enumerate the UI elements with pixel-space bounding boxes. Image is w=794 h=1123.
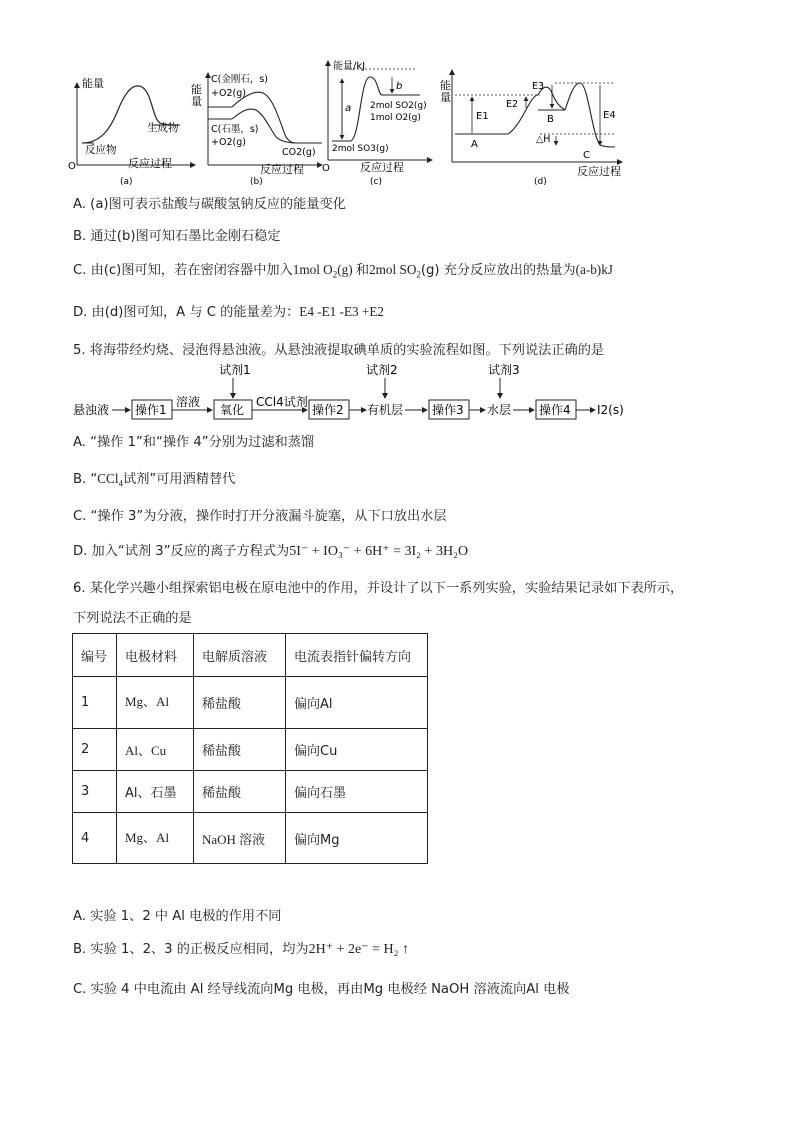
q5-flow-diagram	[70, 362, 660, 420]
fig-d-caption: (d)	[534, 177, 547, 187]
table-cell: 3	[73, 771, 117, 813]
flow-oxidize: 氧化	[220, 403, 245, 417]
fig-c-xlabel: 反应过程	[360, 161, 404, 174]
q6-stem-line1: 6. 某化学兴趣小组探索铝电极在原电池中的作用，并设计了以下一系列实验，实验结果记录如下表所示，	[73, 581, 684, 596]
fig-d-E1: E1	[476, 111, 489, 122]
fig-a-product: 生成物	[147, 122, 179, 134]
q6-option-a: A. 实验 1、2 中 Al 电极的作用不同	[73, 909, 282, 924]
q4-d-pre: D. 由(d)图可知，A 与 C 的能量差为：	[73, 305, 300, 320]
fig-d-B: B	[547, 114, 554, 125]
fig-d-A: A	[471, 139, 478, 150]
table-cell: Mg、Al	[117, 813, 194, 864]
fig-d-E2: E2	[506, 99, 519, 110]
flow-product: I2(s)	[597, 403, 624, 417]
table-cell: 偏向Mg	[286, 813, 428, 864]
table-cell: Al、石墨	[117, 771, 194, 813]
fig-d-E4: E4	[603, 110, 616, 121]
flow-ccl4: CCl4试剂	[256, 395, 308, 409]
q5-d-equation: 5I⁻ + IO₃⁻ + 6H⁺ = 3I₂ + 3H₂O	[289, 544, 469, 559]
fig-d-ylabel1: 能	[440, 79, 451, 92]
q4-d-formula: E4 -E1 -E3 +E2	[299, 304, 384, 319]
flow-op3: 操作3	[432, 403, 464, 417]
table-cell: NaOH 溶液	[194, 813, 286, 864]
fig-b-ylabel2: 量	[191, 95, 202, 108]
flow-op4: 操作4	[539, 403, 571, 417]
fig-a-ylabel: 能量	[82, 77, 104, 90]
flow-water: 水层	[487, 403, 512, 417]
fig-c-a-label: a	[345, 103, 352, 114]
fig-c-upper1: 2mol SO2(g)	[370, 101, 427, 111]
table-cell: 1	[73, 677, 117, 729]
fig-c-caption: (c)	[370, 177, 382, 187]
table-cell: Mg、Al	[117, 677, 194, 729]
table-cell: 稀盐酸	[194, 677, 286, 729]
q5-b-pre: B. “	[73, 472, 98, 487]
table-cell: 偏向石墨	[286, 771, 428, 813]
fig-c-b-label: b	[396, 81, 403, 92]
table-cell: 稀盐酸	[194, 771, 286, 813]
q4-option-d	[73, 301, 384, 320]
table-cell: Al、Cu	[117, 729, 194, 771]
q5-stem: 5. 将海带经灼烧、浸泡得悬浊液。从悬浊液提取碘单质的实验流程如图。下列说法正确的是	[73, 343, 605, 358]
q5-option-d	[73, 540, 468, 560]
q6-option-c: C. 实验 4 中电流由 Al 经导线流向Mg 电极，再由Mg 电极经 NaOH 溶液流向Al 电极	[73, 982, 570, 997]
fig-c-upper2: 1mol O2(g)	[370, 113, 421, 123]
table-row	[73, 813, 428, 864]
flow-reagent3: 试剂3	[488, 363, 520, 377]
figure-b	[191, 73, 322, 187]
q5-option-c: C. “操作 3”为分液，操作时打开分液漏斗旋塞，从下口放出水层	[73, 509, 447, 524]
q4-c-pre: C. 由(c)图可知，若在密闭容器中加入	[73, 263, 293, 278]
fig-b-diamond-line1: C(金刚石，s)	[211, 74, 268, 85]
fig-b-xlabel: 反应过程	[260, 163, 304, 176]
fig-d-C: C	[583, 150, 590, 161]
q4-c-and: (g) 和	[337, 262, 370, 277]
q4-option-a: A. (a)图可表示盐酸与碳酸氢钠反应的能量变化	[73, 197, 346, 212]
fig-c-lower: 2mol SO3(g)	[332, 144, 389, 154]
header-cell: 电流表指针偏转方向	[286, 634, 428, 677]
table-row	[73, 771, 428, 813]
q6-b-pre: B. 实验 1、2、3 的正极反应相同，均为	[73, 942, 309, 957]
table-cell: 2	[73, 729, 117, 771]
fig-b-caption: (b)	[250, 177, 263, 187]
table-cell: 稀盐酸	[194, 729, 286, 771]
table-header-row	[73, 634, 428, 677]
fig-d-xlabel: 反应过程	[577, 165, 621, 178]
q4-c-o2: 1mol O	[292, 262, 333, 277]
q5-b-ccl4: CCl	[97, 471, 119, 486]
q4-option-c: C. 由(c)图可知，若在密闭容器中加入1mol $O_2(g)$ 和2mol $SO_2(g)$ 充分反应放出的热量为(a-b)kJ	[73, 262, 613, 280]
flow-start: 悬浊液	[73, 403, 110, 417]
q6-b-equation: 2H⁺ + 2e⁻ = H₂ ↑	[308, 942, 409, 957]
flow-reagent1: 试剂1	[219, 363, 251, 377]
table-cell: 4	[73, 813, 117, 864]
q5-d-pre: D. 加入“试剂 3”反应的离子方程式为	[73, 544, 290, 559]
flow-op2: 操作2	[312, 403, 344, 417]
flow-op1: 操作1	[135, 403, 167, 417]
flow-reagent2: 试剂2	[366, 363, 398, 377]
fig-c-origin: O	[322, 163, 330, 174]
fig-b-ylabel1: 能	[191, 83, 202, 96]
table-row	[73, 677, 428, 729]
figure-d	[440, 70, 622, 187]
q6-experiment-table	[72, 633, 428, 864]
q4-c-mid: (g) 充分反应放出的热量为	[420, 263, 576, 278]
header-cell: 电解质溶液	[194, 634, 286, 677]
table-cell: 偏向Al	[286, 677, 428, 729]
q6-option-b	[73, 938, 409, 958]
fig-b-diamond-line2: +O2(g)	[211, 88, 246, 99]
fig-a-xlabel: 反应过程	[128, 157, 172, 170]
fig-a-reactant: 反应物	[85, 144, 117, 156]
figure-a	[68, 76, 195, 187]
table-row	[73, 729, 428, 771]
header-cell: 电极材料	[117, 634, 194, 677]
flow-solution: 溶液	[176, 395, 201, 409]
table-cell: 偏向Cu	[286, 729, 428, 771]
q5-b-post: 试剂”可用酒精替代	[123, 472, 236, 487]
q6-stem-line2: 下列说法不正确的是	[73, 611, 192, 626]
q5-option-b: B. “CCl$_4$试剂”可用酒精替代	[73, 471, 236, 489]
fig-d-dH: △H	[536, 134, 551, 145]
energy-figures	[60, 55, 640, 190]
fig-d-ylabel2: 量	[440, 91, 451, 104]
q4-option-b: B. 通过(b)图可知石墨比金刚石稳定	[73, 229, 281, 244]
flow-organic: 有机层	[367, 403, 404, 417]
fig-a-caption: (a)	[120, 177, 133, 187]
q5-option-a: A. “操作 1”和“操作 4”分别为过滤和蒸馏	[73, 435, 315, 450]
fig-b-graphite-line2: +O2(g)	[211, 137, 246, 148]
fig-b-graphite-line1: C(石墨，s)	[211, 124, 259, 135]
fig-c-ylabel: 能量/kJ	[333, 61, 366, 72]
q4-c-so2: 2mol SO	[369, 262, 417, 277]
fig-a-origin: O	[68, 161, 76, 172]
header-cell: 编号	[73, 634, 117, 677]
q4-c-end: (a-b)kJ	[575, 262, 613, 277]
fig-b-product: CO2(g)	[282, 147, 316, 158]
fig-d-E3: E3	[532, 81, 545, 92]
figure-c	[322, 59, 432, 187]
